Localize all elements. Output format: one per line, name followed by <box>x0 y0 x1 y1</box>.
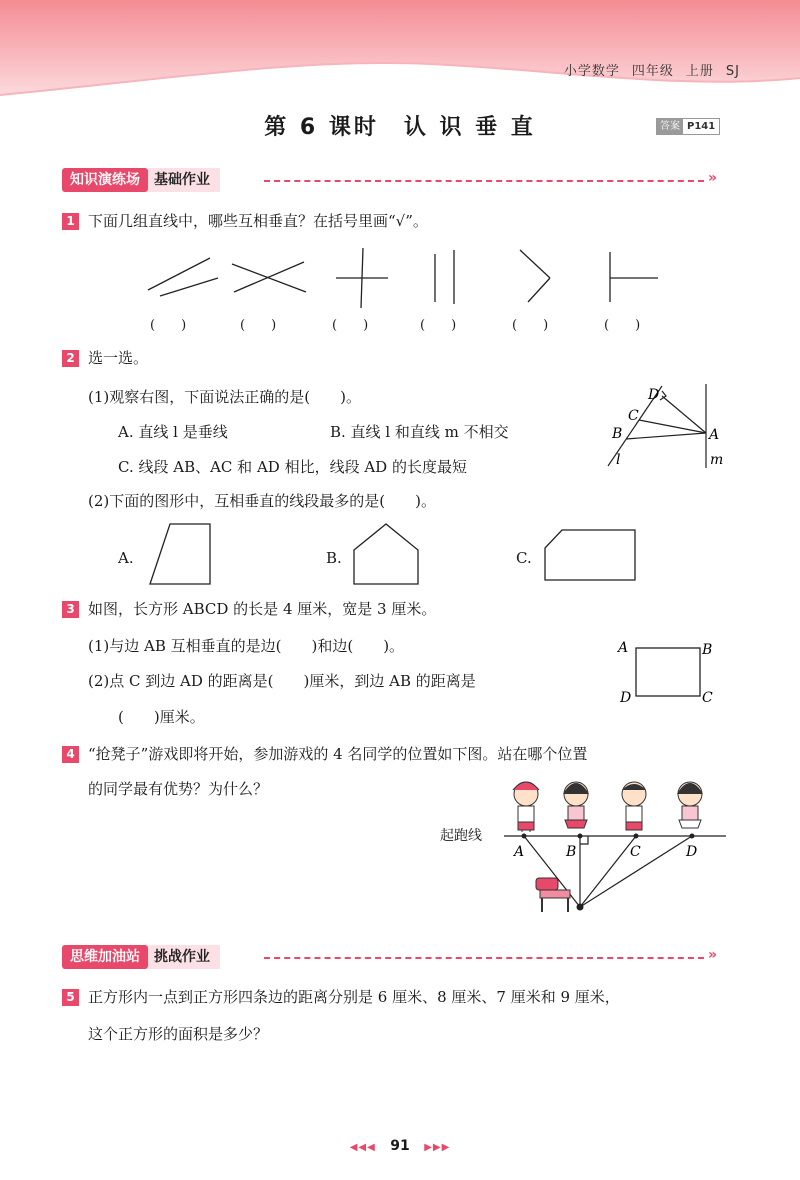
chair-illustration <box>536 878 570 912</box>
question-number: 2 <box>62 350 79 367</box>
label-d: D <box>620 690 632 706</box>
header-banner <box>0 0 800 110</box>
line-pair-1 <box>148 258 218 296</box>
triple-arrow-left-icon: ◀◀◀ <box>349 1142 376 1153</box>
line-pair-5 <box>520 250 550 302</box>
answer-blank[interactable]: ( ) <box>332 318 369 333</box>
shape-options-figure <box>140 518 660 588</box>
answer-key-page: P141 <box>687 121 716 132</box>
page-title: 第 6 课时 认 识 垂 直 <box>264 115 536 140</box>
option-c[interactable]: C. 线段 AB、AC 和 AD 相比，线段 AD 的长度最短 <box>118 458 467 476</box>
cut-rectangle-shape <box>545 530 635 580</box>
question-number: 4 <box>62 746 79 763</box>
answer-blank[interactable]: ( ) <box>420 318 457 333</box>
section-subtitle: 基础作业 <box>148 168 220 192</box>
option-b[interactable]: B. 直线 l 和直线 m 不相交 <box>330 423 509 441</box>
line-pair-4 <box>435 250 454 304</box>
point-d-label: D <box>686 844 698 860</box>
breadcrumb <box>552 60 740 79</box>
line-pair-2 <box>232 262 306 292</box>
question-3-part-1: (1)与边 AB 互相垂直的是边( )和边( )。 <box>88 637 405 655</box>
label-l: l <box>616 452 621 468</box>
rectangle-abcd-figure <box>612 636 722 708</box>
label-d: D <box>648 387 660 403</box>
answer-key-badge <box>656 118 720 135</box>
pentagon-shape <box>354 524 418 584</box>
option-a[interactable]: A. 直线 l 是垂线 <box>118 423 228 441</box>
section-tag: 知识演练场 <box>62 168 148 192</box>
subject-label: 小学数学 <box>563 64 620 79</box>
page-number: 91 <box>390 1138 410 1154</box>
label-m: m <box>710 452 724 468</box>
section-tag: 思维加油站 <box>62 945 148 969</box>
volume-label: 上册 <box>685 64 714 79</box>
label-a: A <box>709 427 720 443</box>
question-2-part-2: (2)下面的图形中，互相垂直的线段最多的是( )。 <box>88 492 436 510</box>
section-divider <box>264 957 704 959</box>
page-footer <box>0 1138 800 1154</box>
trapezoid-shape <box>150 524 210 584</box>
chair-game-figure <box>500 770 730 930</box>
label-c: C <box>628 408 639 424</box>
question-4-line-2: 的同学最有优势？为什么？ <box>88 780 269 798</box>
answer-blank[interactable]: ( ) <box>240 318 277 333</box>
question-5-line-1: 正方形内一点到正方形四条边的距离分别是 6 厘米、8 厘米、7 厘米和 9 厘米， <box>88 988 620 1006</box>
line-pair-3 <box>336 248 388 308</box>
line-pair-6 <box>610 252 658 302</box>
shape-a-label[interactable]: A. <box>118 549 134 567</box>
point-a-label: A <box>514 844 525 860</box>
grade-label: 四年级 <box>631 64 674 79</box>
double-chevron-icon: » <box>708 170 718 186</box>
question-number: 3 <box>62 601 79 618</box>
label-a: A <box>618 640 629 656</box>
section-subtitle: 挑战作业 <box>148 945 220 969</box>
answer-blank[interactable]: ( ) <box>604 318 641 333</box>
question-3-part-3: ( )厘米。 <box>118 708 205 726</box>
question-3-part-2: (2)点 C 到边 AD 的距离是( )厘米，到边 AB 的距离是 <box>88 672 476 690</box>
double-chevron-icon: » <box>708 947 718 963</box>
line-pairs-figure <box>130 240 690 310</box>
perpendicular-figure <box>600 382 740 472</box>
children-illustration <box>513 782 703 832</box>
answer-blank[interactable]: ( ) <box>512 318 549 333</box>
question-number: 1 <box>62 213 79 230</box>
label-b: B <box>702 642 713 658</box>
shape-c-label[interactable]: C. <box>516 549 532 567</box>
label-c: C <box>702 690 713 706</box>
answer-key-label: 答案 <box>657 119 683 134</box>
answer-blank[interactable]: ( ) <box>150 318 187 333</box>
question-1-text: 下面几组直线中，哪些互相垂直？在括号里画“√”。 <box>88 212 428 230</box>
question-2-text: 选一选。 <box>88 349 149 367</box>
label-b: B <box>612 426 623 442</box>
question-2-part-1: (1)观察右图，下面说法正确的是( )。 <box>88 388 361 406</box>
section-divider <box>264 180 704 182</box>
question-4-line-1: “抢凳子”游戏即将开始，参加游戏的 4 名同学的位置如下图。站在哪个位置 <box>88 745 588 763</box>
edition-label: SJ <box>725 64 740 79</box>
point-c-label: C <box>630 844 641 860</box>
section-challenge-header <box>62 945 220 969</box>
shape-b-label[interactable]: B. <box>326 549 342 567</box>
triple-arrow-right-icon: ▶▶▶ <box>424 1142 451 1153</box>
point-b-label: B <box>566 844 577 860</box>
question-3-text: 如图，长方形 ABCD 的长是 4 厘米，宽是 3 厘米。 <box>88 600 437 618</box>
start-line-label: 起跑线 <box>440 828 482 844</box>
section-basic-header <box>62 168 220 192</box>
question-number: 5 <box>62 989 79 1006</box>
question-5-line-2: 这个正方形的面积是多少？ <box>88 1025 269 1043</box>
